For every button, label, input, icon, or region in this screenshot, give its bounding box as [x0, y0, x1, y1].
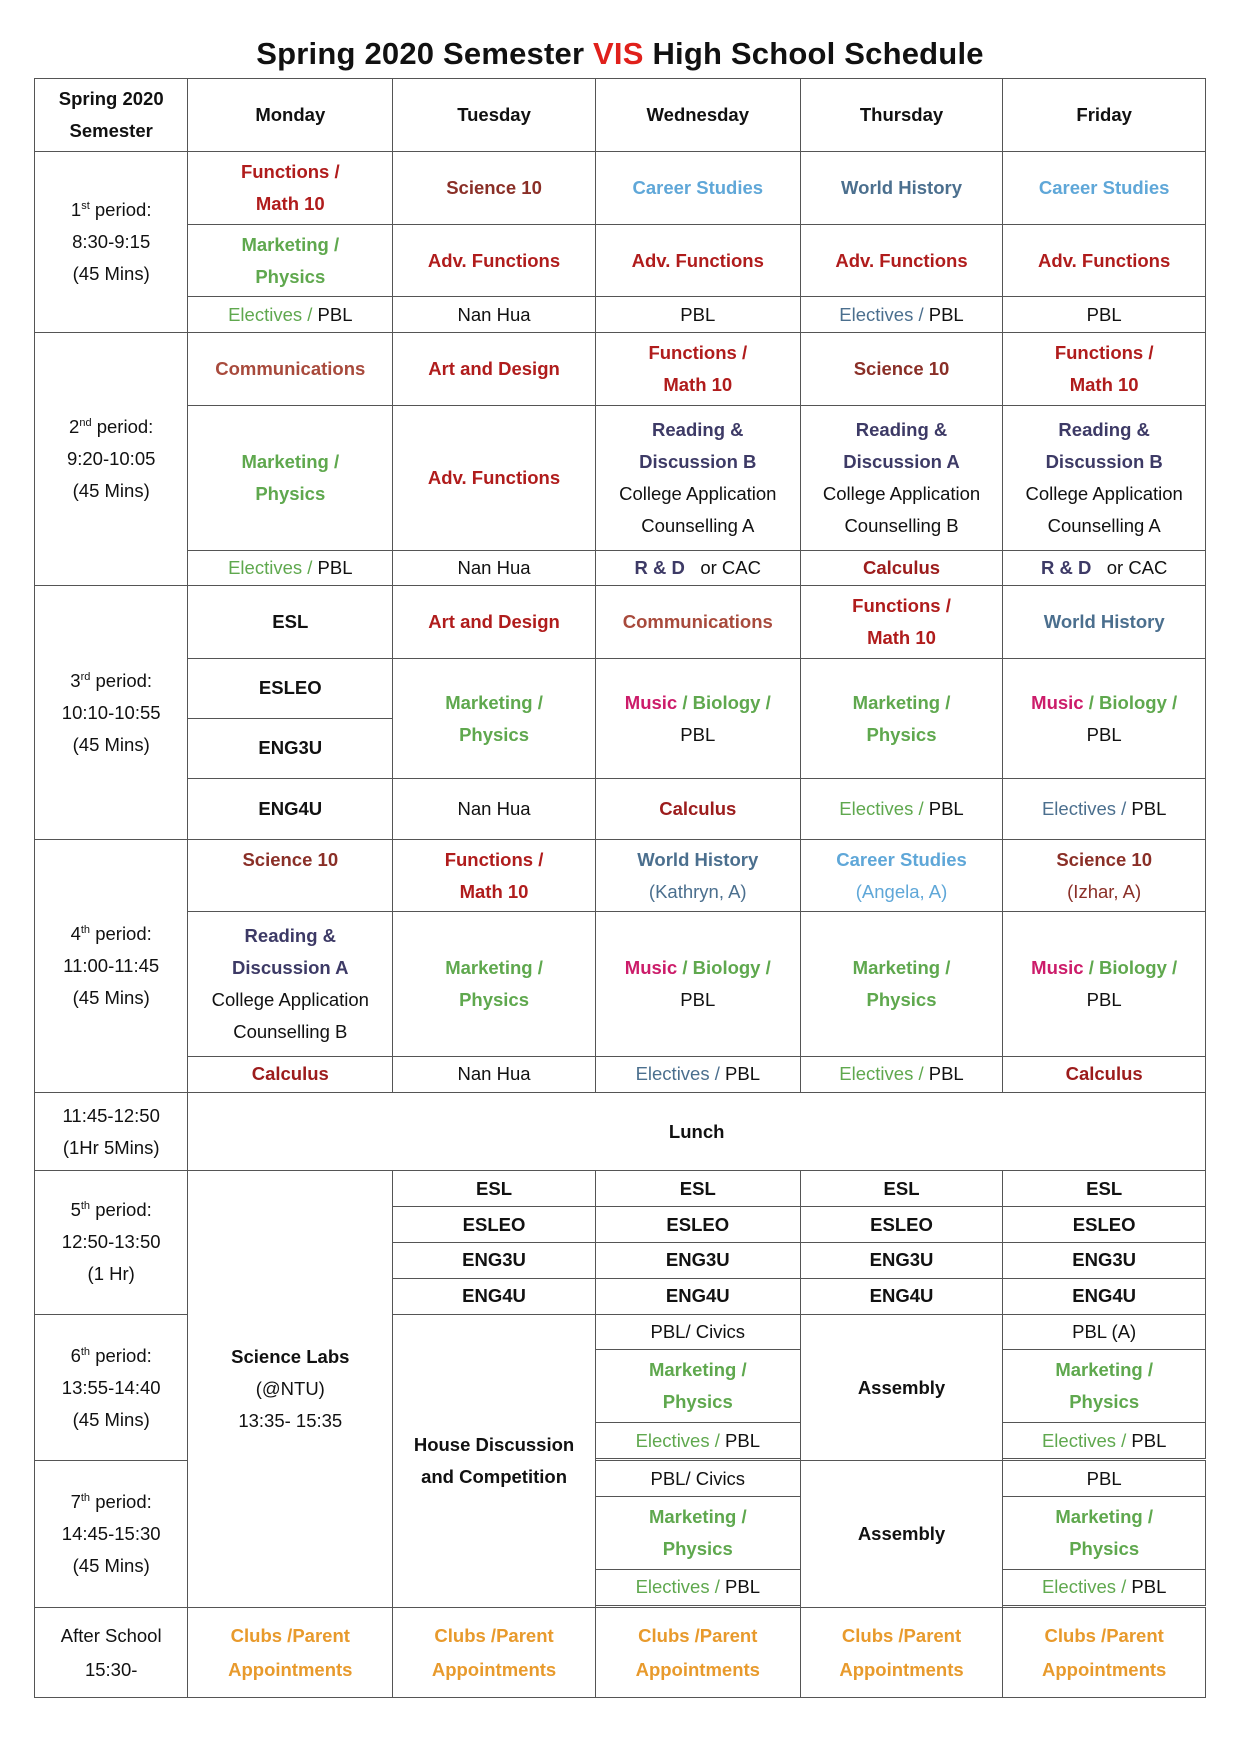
cell-text: Marketing / [1055, 1359, 1153, 1381]
cell-thu-p6-assembly: Assembly [800, 1314, 1003, 1461]
p2-row-c [35, 550, 1206, 586]
cell-tue-p1b: Adv. Functions [393, 224, 596, 297]
cell-text: rd [80, 670, 91, 683]
cell-text: R & D [634, 557, 685, 579]
cell-text: 9:20-10:05 [66, 448, 156, 470]
p2-row-b [35, 406, 1206, 551]
cell-text: Biology / [1099, 691, 1178, 713]
cell-text: Clubs /Parent [841, 1624, 962, 1646]
cell-text: Discussion B [1045, 450, 1163, 472]
cell-tue-p3a: Art and Design [393, 586, 596, 659]
cell-text: Electives / [839, 797, 924, 819]
cell-text: Marketing / [852, 957, 951, 979]
cell-fri-p3a: World History [1003, 586, 1206, 659]
cell-tue-p3b [393, 659, 596, 779]
cell-mon-p1a [188, 151, 393, 224]
cell-text: Physics [662, 1538, 733, 1560]
cell-tue-p5d: ENG4U [393, 1278, 596, 1314]
cell-thu-p3b [800, 659, 1003, 779]
cell-text: Electives / [228, 303, 313, 325]
cell-text: (1 Hr) [87, 1263, 135, 1285]
p5-row-a [35, 1171, 1206, 1207]
cell-wed-p6b [595, 1350, 800, 1423]
cell-tue-p5a: ESL [393, 1171, 596, 1207]
cell-wed-p5c: ENG3U [595, 1242, 800, 1278]
cell-text: After School [60, 1624, 162, 1646]
cell-wed-p2a [595, 333, 800, 406]
cell-text: 4 [70, 922, 81, 944]
cell-text: Physics [662, 1391, 733, 1413]
p1-duration: (45 Mins) [72, 263, 150, 285]
p4-row-a [35, 839, 1206, 912]
period-6-label [35, 1314, 188, 1461]
day-thursday: Thursday [800, 79, 1003, 152]
cell-text: 14:45-15:30 [61, 1523, 161, 1545]
cell-wed-p5b: ESLEO [595, 1207, 800, 1243]
cell-text: Electives / [1041, 1429, 1127, 1451]
cell-fri-clubs [1003, 1608, 1206, 1698]
cell-fri-p5c: ENG3U [1003, 1242, 1206, 1278]
cell-tue-p2a: Art and Design [393, 333, 596, 406]
cell-text: Electives / [839, 303, 924, 325]
cell-thu-p4a [800, 839, 1003, 912]
cell-wed-p2c [595, 550, 800, 586]
cell-wed-p5a: ESL [595, 1171, 800, 1207]
cell-text: / [1083, 691, 1100, 713]
page-title [0, 36, 1240, 72]
cell-text: Functions / [648, 342, 748, 364]
cell-text: (45 Mins) [72, 1555, 150, 1577]
cell-text: th [80, 1492, 91, 1505]
cell-fri-p6a: PBL (A) [1003, 1314, 1206, 1350]
period-2-label [35, 333, 188, 586]
cell-text: Marketing / [241, 233, 340, 255]
cell-fri-p2a [1003, 333, 1206, 406]
cell-wed-p3a: Communications [595, 586, 800, 659]
cell-text: Math 10 [1069, 374, 1139, 396]
cell-text: Functions / [444, 848, 544, 870]
cell-fri-p5b: ESLEO [1003, 1207, 1206, 1243]
cell-thu-p5d: ENG4U [800, 1278, 1003, 1314]
cell-wed-p1c: PBL [595, 297, 800, 333]
cell-text: PBL [923, 303, 964, 325]
cell-text: Science 10 [1056, 848, 1152, 870]
cell-text: Appointments [1041, 1658, 1167, 1680]
cell-fri-p5d: ENG4U [1003, 1278, 1206, 1314]
cell-wed-p7a: PBL/ Civics [595, 1461, 800, 1497]
cell-text: Physics [866, 723, 937, 745]
cell-text: R & D [1040, 557, 1092, 579]
period-7-label [35, 1461, 188, 1608]
cell-text: (45 Mins) [72, 733, 150, 755]
cell-text: or CAC [1106, 557, 1168, 579]
cell-text: 3 [70, 669, 81, 691]
cell-wed-clubs [595, 1608, 800, 1698]
cell-text: Counselling B [233, 1021, 348, 1043]
cell-text: Marketing / [241, 450, 340, 472]
cell-text: Marketing / [1055, 1506, 1153, 1528]
cell-text: Electives / [839, 1063, 924, 1085]
cell-text: th [80, 1200, 91, 1213]
cell-text: Physics [255, 482, 326, 504]
cell-text: Marketing / [445, 691, 543, 713]
cell-text: Functions / [240, 160, 340, 182]
cell-text: Math 10 [459, 880, 529, 902]
cell-text: Physics [1069, 1538, 1140, 1560]
cell-text: Appointments [431, 1658, 557, 1680]
cell-mon-p4c: Calculus [188, 1057, 393, 1093]
cell-text: PBL [719, 1576, 760, 1598]
period-5-label [35, 1171, 188, 1314]
cell-text: 7 [70, 1491, 81, 1513]
cell-fri-p6b [1003, 1350, 1206, 1423]
period-4-label [35, 839, 188, 1092]
cell-mon-clubs [188, 1608, 393, 1698]
cell-mon-p3c: ENG3U [188, 718, 393, 779]
cell-fri-p1a: Career Studies [1003, 151, 1206, 224]
corner-line1: Spring 2020 [58, 87, 164, 109]
cell-thu-p1c [800, 297, 1003, 333]
cell-tue-p4c: Nan Hua [393, 1057, 596, 1093]
cell-text: Biology / [1099, 957, 1178, 979]
cell-text: 13:55-14:40 [61, 1376, 161, 1398]
p1-row-b [35, 224, 1206, 297]
cell-thu-p2b [800, 406, 1003, 551]
lunch-label: Lunch [188, 1092, 1206, 1170]
cell-fri-p4c: Calculus [1003, 1057, 1206, 1093]
p4-row-b [35, 912, 1206, 1057]
cell-tue-p1a: Science 10 [393, 151, 596, 224]
cell-text: 10:10-10:55 [61, 701, 161, 723]
cell-text: period: [90, 1199, 152, 1221]
cell-text: Counselling A [1047, 514, 1161, 536]
day-wednesday: Wednesday [595, 79, 800, 152]
period-3-label [35, 586, 188, 839]
cell-tue-p2b: Adv. Functions [393, 406, 596, 551]
cell-text: PBL [680, 989, 716, 1011]
cell-wed-p7c [595, 1570, 800, 1606]
cell-fri-p4b [1003, 912, 1206, 1057]
house-discussion-cell [393, 1314, 596, 1607]
p3-row-b [35, 659, 1206, 718]
lunch-time [35, 1092, 188, 1170]
cell-text: or CAC [700, 557, 761, 579]
cell-tue-p4a [393, 839, 596, 912]
cell-thu-p4b [800, 912, 1003, 1057]
cell-wed-p3b [595, 659, 800, 779]
cell-thu-p5c: ENG3U [800, 1242, 1003, 1278]
p3-row-a [35, 586, 1206, 659]
cell-tue-p2c: Nan Hua [393, 550, 596, 586]
cell-thu-p1a: World History [800, 151, 1003, 224]
lunch-row [35, 1092, 1206, 1170]
cell-text: 5 [70, 1199, 81, 1221]
cell-text: Science Labs [231, 1346, 350, 1368]
cell-text: 11:45-12:50 [62, 1104, 160, 1126]
p2-row-a [35, 333, 1206, 406]
cell-wed-p1a: Career Studies [595, 151, 800, 224]
cell-fri-p4a [1003, 839, 1206, 912]
cell-text: Physics [866, 989, 937, 1011]
cell-text: Biology / [692, 691, 771, 713]
p1-suffix: st [81, 199, 90, 212]
cell-text: Appointments [839, 1658, 964, 1680]
cell-wed-p6c [595, 1423, 800, 1459]
cell-text: (45 Mins) [72, 1408, 150, 1430]
cell-text: Marketing / [852, 691, 951, 713]
cell-fri-p5a: ESL [1003, 1171, 1206, 1207]
cell-text: Functions / [852, 595, 951, 617]
cell-fri-p2b [1003, 406, 1206, 551]
cell-text: Music [624, 691, 678, 713]
cell-thu-p5a: ESL [800, 1171, 1003, 1207]
cell-text: Electives / [228, 557, 313, 579]
cell-text: Music [624, 957, 678, 979]
cell-thu-p2a: Science 10 [800, 333, 1003, 406]
cell-text: 6 [70, 1344, 81, 1366]
cell-text: PBL [1086, 723, 1122, 745]
cell-fri-p7b [1003, 1497, 1206, 1570]
day-monday: Monday [188, 79, 393, 152]
cell-mon-p1c [188, 297, 393, 333]
cell-text: 2 [69, 416, 80, 438]
p1-row-a [35, 151, 1206, 224]
cell-text: and Competition [421, 1465, 567, 1487]
cell-text: Biology / [692, 957, 771, 979]
p1-row-c [35, 297, 1206, 333]
cell-text: College Application [211, 989, 369, 1011]
cell-text: period: [90, 669, 153, 691]
cell-fri-p1b: Adv. Functions [1003, 224, 1206, 297]
cell-text: / [677, 957, 693, 979]
cell-text: 13:35- 15:35 [238, 1410, 343, 1432]
title-highlight: VIS [593, 36, 644, 71]
cell-thu-p7-assembly: Assembly [800, 1461, 1003, 1608]
cell-fri-p3d [1003, 779, 1206, 840]
cell-text: period: [90, 922, 152, 944]
cell-text: (45 Mins) [72, 986, 150, 1008]
day-friday: Friday [1003, 79, 1206, 152]
cell-text: Physics [459, 989, 529, 1011]
cell-text: Clubs /Parent [434, 1624, 554, 1646]
cell-text: PBL [312, 557, 353, 579]
cell-text: Science 10 [242, 848, 339, 870]
cell-text: PBL [719, 1429, 760, 1451]
cell-text: Math 10 [255, 192, 325, 214]
cell-text: Marketing / [445, 957, 543, 979]
cell-text: Appointments [228, 1658, 353, 1680]
cell-tue-p1c: Nan Hua [393, 297, 596, 333]
cell-text: PBL [1126, 1429, 1167, 1451]
cell-text: Marketing / [648, 1359, 747, 1381]
cell-text: Physics [1069, 1391, 1140, 1413]
cell-mon-p3a: ESL [188, 586, 393, 659]
cell-text: Discussion A [843, 450, 960, 472]
cell-fri-p6c [1003, 1423, 1206, 1459]
cell-text: Reading & [652, 418, 744, 440]
cell-text: Appointments [635, 1658, 760, 1680]
cell-fri-p3b [1003, 659, 1206, 779]
cell-text: (45 Mins) [72, 480, 150, 502]
cell-text: Discussion A [232, 957, 349, 979]
cell-mon-p2c [188, 550, 393, 586]
cell-thu-p3d [800, 779, 1003, 840]
cell-thu-clubs [800, 1608, 1003, 1698]
cell-text: Clubs /Parent [230, 1624, 350, 1646]
cell-text: 15:30- [84, 1658, 138, 1680]
cell-text: Marketing / [648, 1506, 747, 1528]
cell-wed-p5d: ENG4U [595, 1278, 800, 1314]
cell-text: Clubs /Parent [638, 1624, 758, 1646]
after-school-row [35, 1608, 1206, 1698]
cell-fri-p7c [1003, 1570, 1206, 1606]
cell-text: Reading & [855, 418, 948, 440]
cell-tue-clubs [393, 1608, 596, 1698]
cell-thu-p5b: ESLEO [800, 1207, 1003, 1243]
cell-wed-p4b [595, 912, 800, 1057]
cell-text: period: [90, 1344, 152, 1366]
cell-text: PBL [1126, 797, 1167, 819]
cell-mon-p4a [188, 839, 393, 912]
cell-text: Math 10 [663, 374, 733, 396]
p4-row-c [35, 1057, 1206, 1093]
cell-text: PBL [923, 1063, 964, 1085]
schedule-table [34, 78, 1206, 1698]
cell-text: Electives / [635, 1063, 720, 1085]
cell-text: PBL [923, 797, 964, 819]
science-labs-cell [188, 1171, 393, 1608]
p1-time: 8:30-9:15 [72, 231, 151, 253]
cell-wed-p1b: Adv. Functions [595, 224, 800, 297]
cell-fri-p7a: PBL [1003, 1461, 1206, 1497]
cell-mon-p4b [188, 912, 393, 1057]
cell-text: (@NTU) [255, 1378, 325, 1400]
cell-text: PBL [1086, 989, 1122, 1011]
cell-text: Functions / [1054, 342, 1154, 364]
cell-text: Physics [459, 723, 529, 745]
cell-text: Counselling B [844, 514, 959, 536]
title-part1: Spring 2020 Semester [256, 36, 594, 71]
cell-text: / [677, 691, 693, 713]
cell-text: Music [1031, 957, 1084, 979]
cell-text: Career Studies [836, 848, 967, 870]
cell-text: Physics [255, 265, 326, 287]
cell-text: nd [79, 417, 92, 430]
cell-tue-p4b [393, 912, 596, 1057]
cell-wed-p3d: Calculus [595, 779, 800, 840]
cell-tue-p5c: ENG3U [393, 1242, 596, 1278]
cell-text: PBL [312, 303, 353, 325]
cell-text: Reading & [1058, 418, 1150, 440]
cell-text: Counselling A [641, 514, 755, 536]
cell-fri-p2c [1003, 550, 1206, 586]
cell-wed-p7b [595, 1497, 800, 1570]
p3-row-d [35, 779, 1206, 840]
cell-text: period: [91, 416, 154, 438]
cell-text: (Kathryn, A) [648, 880, 747, 902]
corner-cell [35, 79, 188, 152]
cell-text: th [80, 1345, 91, 1358]
cell-text: period: [90, 1491, 152, 1513]
cell-text: PBL [719, 1063, 760, 1085]
cell-text: Math 10 [867, 627, 936, 649]
p1-num: 1 [70, 199, 82, 221]
cell-mon-p2a: Communications [188, 333, 393, 406]
cell-wed-p2b [595, 406, 800, 551]
cell-fri-p1c: PBL [1003, 297, 1206, 333]
corner-line2: Semester [69, 119, 153, 141]
cell-text: World History [637, 848, 759, 870]
cell-text: / [1083, 957, 1100, 979]
period-1-label [35, 151, 188, 332]
cell-text: College Application [822, 482, 981, 504]
cell-text: PBL [680, 723, 716, 745]
cell-wed-p6a: PBL/ Civics [595, 1314, 800, 1350]
cell-text: Electives / [1041, 797, 1127, 819]
cell-mon-p3b: ESLEO [188, 659, 393, 718]
cell-text: th [80, 923, 91, 936]
cell-text: Electives / [1041, 1576, 1127, 1598]
cell-text: (Izhar, A) [1067, 880, 1142, 902]
cell-text: Music [1031, 691, 1084, 713]
cell-text: College Application [619, 482, 777, 504]
cell-text: (1Hr 5Mins) [62, 1136, 160, 1158]
cell-text: Electives / [635, 1576, 720, 1598]
cell-thu-p4c [800, 1057, 1003, 1093]
cell-thu-p1b: Adv. Functions [800, 224, 1003, 297]
cell-tue-p3d: Nan Hua [393, 779, 596, 840]
cell-mon-p1b [188, 224, 393, 297]
cell-text: College Application [1025, 482, 1183, 504]
cell-text: Reading & [244, 925, 337, 947]
cell-text: Electives / [635, 1429, 720, 1451]
cell-text: 11:00-11:45 [63, 954, 160, 976]
cell-tue-p5b: ESLEO [393, 1207, 596, 1243]
cell-thu-p2c: Calculus [800, 550, 1003, 586]
cell-wed-p4c [595, 1057, 800, 1093]
cell-thu-p3a [800, 586, 1003, 659]
day-tuesday: Tuesday [393, 79, 596, 152]
cell-text: Discussion B [639, 450, 757, 472]
header-row [35, 79, 1206, 152]
cell-text: Clubs /Parent [1044, 1624, 1164, 1646]
cell-wed-p4a [595, 839, 800, 912]
after-school-label [35, 1608, 188, 1698]
p1-label: period: [89, 199, 152, 221]
cell-text: PBL [1126, 1576, 1167, 1598]
cell-text: 12:50-13:50 [61, 1231, 161, 1253]
cell-text: House Discussion [413, 1433, 575, 1455]
cell-mon-p2b [188, 406, 393, 551]
title-part2: High School Schedule [643, 36, 984, 71]
cell-text: (Angela, A) [855, 880, 948, 902]
cell-mon-p3d: ENG4U [188, 779, 393, 840]
